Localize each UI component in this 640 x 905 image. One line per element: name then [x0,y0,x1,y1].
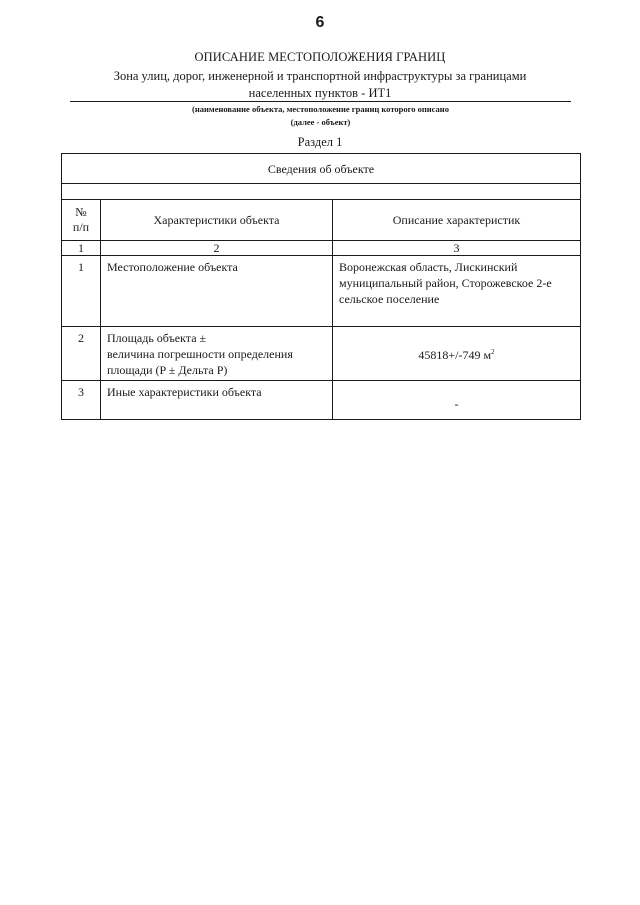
table-column-header-row [62,200,581,241]
table-row [62,256,581,327]
row-characteristic-line: величина погрешности определения [107,347,293,361]
row-number: 1 [62,256,101,327]
object-name [70,68,570,102]
table-row [62,381,581,420]
table-row [62,327,581,381]
object-caption-line-1: (наименование объекта, местоположение границ которого описано [192,104,449,114]
row-characteristic-line: площади (P ± Дельта P) [107,363,228,377]
table-blank-cell [62,184,581,200]
row-description-line: Воронежская область, Лискинский [339,260,518,274]
column-header-description: Описание характеристик [333,200,581,241]
column-header-num [62,200,101,241]
object-name-underline [70,101,571,102]
column-index-2: 2 [101,241,333,256]
object-caption-line-2: (далее - объект) [290,117,351,127]
area-unit-superscript: 2 [491,348,495,356]
table-heading-row [62,154,581,184]
object-name-line-1: Зона улиц, дорог, инженерной и транспортной инфраструктуры за границами [113,69,527,83]
column-header-characteristics: Характеристики объекта [101,200,333,241]
object-caption [70,103,571,129]
row-number: 2 [62,327,101,381]
row-description-area-value [333,327,581,381]
table-column-index-row [62,241,581,256]
table-heading: Сведения об объекте [62,154,581,184]
section-title: Раздел 1 [297,135,343,149]
row-description-line: муниципальный район, Сторожевское 2-е [339,276,552,290]
column-header-num-line-1: № [75,205,87,219]
row-characteristic: Иные характеристики объекта [101,381,333,420]
column-header-num-line-2: п/п [72,220,90,234]
document-title: ОПИСАНИЕ МЕСТОПОЛОЖЕНИЯ ГРАНИЦ [194,50,446,64]
row-description-line: сельское поселение [339,292,440,306]
object-info-table [61,153,581,420]
page-number: 6 [315,14,325,31]
row-description [333,256,581,327]
row-characteristic [101,327,333,381]
row-characteristic: Местоположение объекта [101,256,333,327]
row-description: - [333,381,581,420]
row-characteristic-line: Площадь объекта ± [107,331,207,345]
table-blank-row [62,184,581,200]
row-number: 3 [62,381,101,420]
column-index-1: 1 [62,241,101,256]
column-index-3: 3 [333,241,581,256]
area-value: 45818+/-749 м [418,348,492,362]
object-name-line-2: населенных пунктов - ИТ1 [248,86,392,100]
